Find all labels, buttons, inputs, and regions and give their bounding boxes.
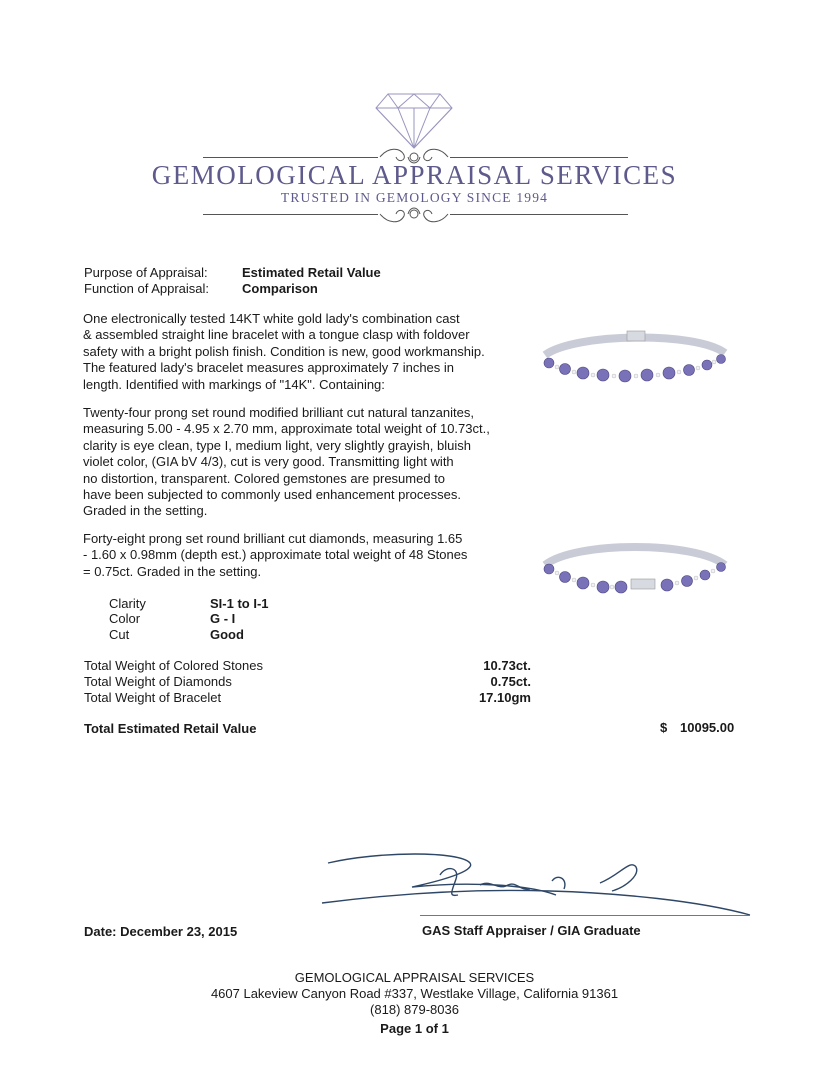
retail-amount: 10095.00 [680,720,735,735]
description-line: The featured lady's bracelet measures approximately 7 inches in [83,360,455,376]
grade-label-clarity: Clarity [109,596,146,611]
diamond-paragraph [83,531,523,580]
header-bottom-rule [203,214,378,215]
function-label: Function of Appraisal: [84,281,210,296]
company-tagline: TRUSTED IN GEMOLOGY SINCE 1994 [280,190,549,205]
grade-value-clarity: SI-1 to I-1 [210,596,269,611]
tanzanite-line: Graded in the setting. [83,503,208,519]
company-title: GEMOLOGICAL APPRAISAL SERVICES [151,160,678,190]
total-value: 10.73ct. [483,658,531,673]
tanzanite-line: no distortion, transparent. Colored gemstones are presumed to [83,470,446,486]
diamond-line: = 0.75ct. Graded in the setting. [83,563,262,579]
description-line: length. Identified with markings of "14K". Containing: [83,376,385,392]
appraisal-date: Date: December 23, 2015 [84,924,238,939]
description-line: & assembled straight line bracelet with a tongue clasp with foldover [83,327,470,343]
total-label: Total Weight of Colored Stones [84,658,263,673]
total-label: Total Weight of Bracelet [84,690,222,705]
ornament-bottom-icon [378,202,450,226]
description-paragraph [83,311,523,393]
tanzanite-line: have been subjected to commonly used enhancement processes. [83,487,461,503]
tanzanite-paragraph [83,405,523,520]
footer-company: GEMOLOGICAL APPRAISAL SERVICES [294,970,535,985]
grade-value-cut: Good [210,627,244,642]
header-bottom-rule-right [450,214,628,215]
page-number: Page 1 of 1 [380,1021,449,1036]
total-row-colored-stones [84,658,531,674]
function-value: Comparison [242,281,318,296]
purpose-value: Estimated Retail Value [242,265,381,280]
footer-address: 4607 Lakeview Canyon Road #337, Westlake Village, California 91361 [210,986,619,1001]
header-top-rule-right [450,157,628,158]
tanzanite-line: violet color, (GIA bV 4/3), cut is very good. Transmitting light with [83,454,454,470]
bracelet-photo-top [535,325,735,385]
grade-value-color: G - I [210,611,236,626]
total-value: 0.75ct. [490,674,531,689]
diamond-logo-icon [374,90,454,150]
diamond-line: Forty-eight prong set round brilliant cut diamonds, measuring 1.65 [83,531,463,546]
signature-line [420,915,750,916]
tanzanite-line: clarity is eye clean, type I, medium light, very slightly grayish, bluish [83,437,471,453]
bracelet-photo-bottom [535,535,735,605]
retail-currency: $ [660,720,668,735]
tanzanite-line: measuring 5.00 - 4.95 x 2.70 mm, approximate total weight of 10.73ct., [83,421,490,437]
retail-value-label: Total Estimated Retail Value [84,721,257,736]
total-label: Total Weight of Diamonds [84,674,232,689]
tanzanite-line: Twenty-four prong set round modified brilliant cut natural tanzanites, [83,405,474,420]
purpose-label: Purpose of Appraisal: [84,265,208,280]
appraiser-signature [320,845,760,925]
description-line: One electronically tested 14KT white gold lady's combination cast [83,311,460,326]
total-row-bracelet [84,690,531,706]
grade-label-color: Color [109,611,141,626]
total-row-diamonds [84,674,531,690]
total-value: 17.10gm [478,690,531,705]
diamond-line: - 1.60 x 0.98mm (depth est.) approximate total weight of 48 Stones [83,547,468,563]
header-top-rule [203,157,378,158]
description-line: safety with a bright polish finish. Condition is new, good workmanship. [83,343,485,359]
footer-phone: (818) 879-8036 [370,1002,459,1017]
grade-label-cut: Cut [109,627,130,642]
appraiser-title: GAS Staff Appraiser / GIA Graduate [422,923,641,938]
